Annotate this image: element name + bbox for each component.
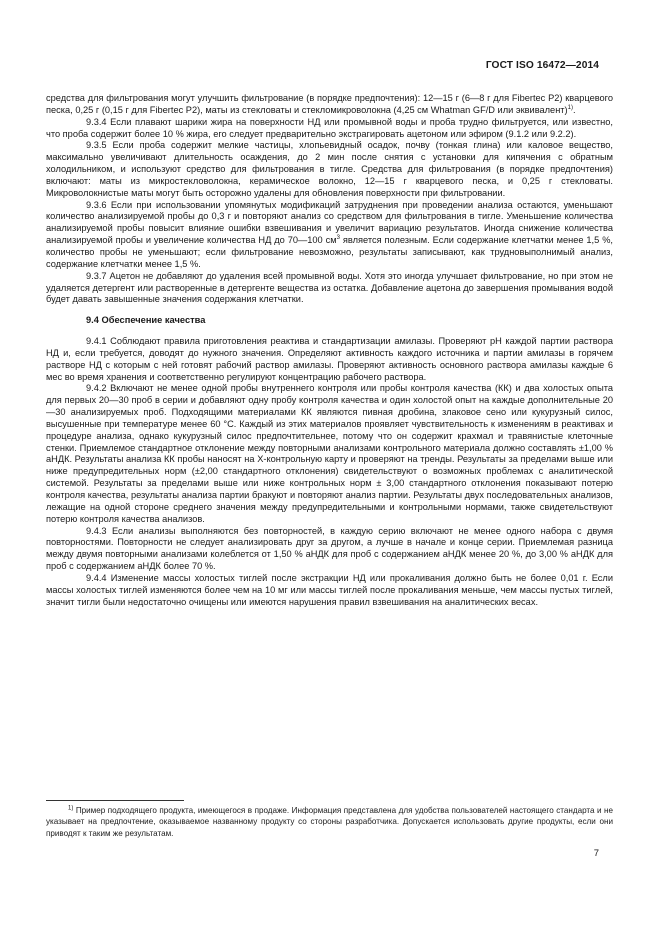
footnote-mark: 1) [68, 805, 74, 812]
paragraph-9-3-5: 9.3.5 Если проба содержит мелкие частицы, хлопьевидный осадок, почву (тонкая глина) или каловое вещество, максимально увеличивают длительность осаждения, до 2 мин после снятия с установки для кипячения с обратным холодильником, и используют средство для фильтрования в тигле. Средства для фильтрования (в порядке предпочтения) включают: маты из микростекловолокна, керамическое волокно, 12—15 г кварцевого песка, и 0,25 г стекловаты. Микроволокнистые маты могут быть осторожно удалены для обновления поверхности при фильтровании. [46, 140, 613, 198]
page-number: 7 [593, 848, 599, 859]
paragraph-9-3-7: 9.3.7 Ацетон не добавляют до удаления всей промывной воды. Хотя это иногда улучшает фильтрование, но при этом не удаляется детергент или растворенные в детергенте вещества из остатка. Добавление ацетона до завершения промывания водой будет давать завышенные значения содержания клетчатки. [46, 270, 613, 305]
section-heading-9-4: 9.4 Обеспечение качества [86, 315, 206, 326]
paragraph-continuation: средства для фильтрования могут улучшить фильтрование (в порядке предпочтения): 12—15 г (6—8 г для Fibertec P2) кварцевого песка, 0,25 г (0,15 г для Fibertec P2), маты из стекловаты и стекломикроволокна (4,25 см Whatman GF/D или эквивалент)$^{1)}$. [46, 93, 613, 115]
footnote-divider [46, 800, 184, 801]
paragraph-9-4-2: 9.4.2 Включают не менее одной пробы внутреннего контроля или пробы контроля качества (КК) и два холостых опыта для первых 20—30 проб в серии и добавляют одну пробу контроля качества и один холостой опыт на каждые дополнительные 20—30 анализируемых проб. Подходящими материалами КК являются пивная дробина, злаковое сено или кукурузный силос, высушенные при температуре менее 60 °С. Каждый из этих материалов проявляет чувствительность к изменениям в реактивах и процедуре анализа, однако кукурузный силос предпочтительнее, потому что он содержит крахмал и травянистые клеточные стенки. Приемлемое стандартное отклонение между повторными анализами контрольного материала должно составлять ±1,00 % аНДК. Результаты анализа КК пробы наносят на X-контрольную карту и проверяют на тренды. Результаты за пределами выше или ниже предупредительных норм (±2,00 стандартного отклонения) свидетельствуют о возможных проблемах с аналитической системой. Результаты за пределами выше или ниже контрольных норм ± 3,00 стандартного отклонения показывают потерю контроля качества, результаты анализа партии бракуют и повторяют анализ партии. Результаты двух последовательных анализов, лежащие на одной стороне среднего значения между предупредительными и контрольными нормами, также свидетельствуют потерю контроля качества анализов. [46, 383, 613, 524]
superscript-3: 3 [336, 235, 340, 242]
paragraph-9-3-6: 9.3.6 Если при использовании упомянутых модификаций затруднения при проведении анализа остаются, уменьшают количество анализируемой пробы до 0,3 г и повторяют анализ со средством для фильтрования в тигле. Уменьшение количества анализируемой пробы повысит влияние ошибки взвешивания и увеличит вариацию результатов. Иногда снижение количества анализируемой пробы и увеличение количества НД до 70—100 $см^3$ является полезным. Если содержание клетчатки менее 1,5 %, количество пробы не уменьшают; если фильтрование невозможно, результаты записывают, как трудновыполнимый анализ, содержание клетчатки менее 1,5 %. [46, 199, 613, 269]
paragraph-9-3-4: 9.3.4 Если плавают шарики жира на поверхности НД или промывной воды и проба трудно фильтруется, или известно, что проба содержит более 10 % жира, его следует предварительно экстрагировать ацетоном или эфиром (9.1.2 или 9.2.2). [46, 116, 613, 139]
footnote-text: Пример подходящего продукта, имеющегося в продаже. Информация представлена для удобства пользователей настоящего стандарта и не указывает на предпочтение, оказываемое названному продукту со стороны разработчика. Допускается использовать другие продукты, если они приводят к таким же результатам. [46, 806, 613, 838]
paragraph-9-4-1: 9.4.1 Соблюдают правила приготовления реактива и стандартизации амилазы. Проверяют pH каждой партии раствора НД и, если требуется, доводят до нужного значения. Определяют активность каждого источника и партии амилазы в горячем растворе НД с которым с ней готовят рабочий раствор амилазы. Проверяют активность основного раствора амилазы каждые 6 мес во время хранения и соответственно регулируют концентрацию рабочего раствора. [46, 336, 613, 382]
footnote-reference: 1) [567, 104, 573, 111]
footnote [46, 805, 613, 839]
main-text [46, 93, 613, 608]
document-header: ГОСТ ISO 16472—2014 [485, 60, 599, 71]
paragraph-9-4-4: 9.4.4 Изменение массы холостых тиглей после экстракции НД или прокаливания должно быть не более 0,01 г. Если массы холостых тиглей изменяются более чем на 10 мг или массы тиглей после прокаливания меньше, чем массы пустых тиглей, значит тигли были недостаточно очищены или имеются нарушения правил взвешивания на аналитических весах. [46, 572, 613, 607]
paragraph-9-4-3: 9.4.3 Если анализы выполняются без повторностей, в каждую серию включают не менее одного набора с двумя повторностями. Повторности не следует анализировать друг за другом, а лучше в начале и конце серии. Приемлемая разница между двумя повторными анализами колеблется от 1,50 % аНДК для проб с содержанием аНДК менее 20 %, до 3,00 % аНДК для проб с содержанием аНДК более 70 %. [46, 525, 613, 572]
